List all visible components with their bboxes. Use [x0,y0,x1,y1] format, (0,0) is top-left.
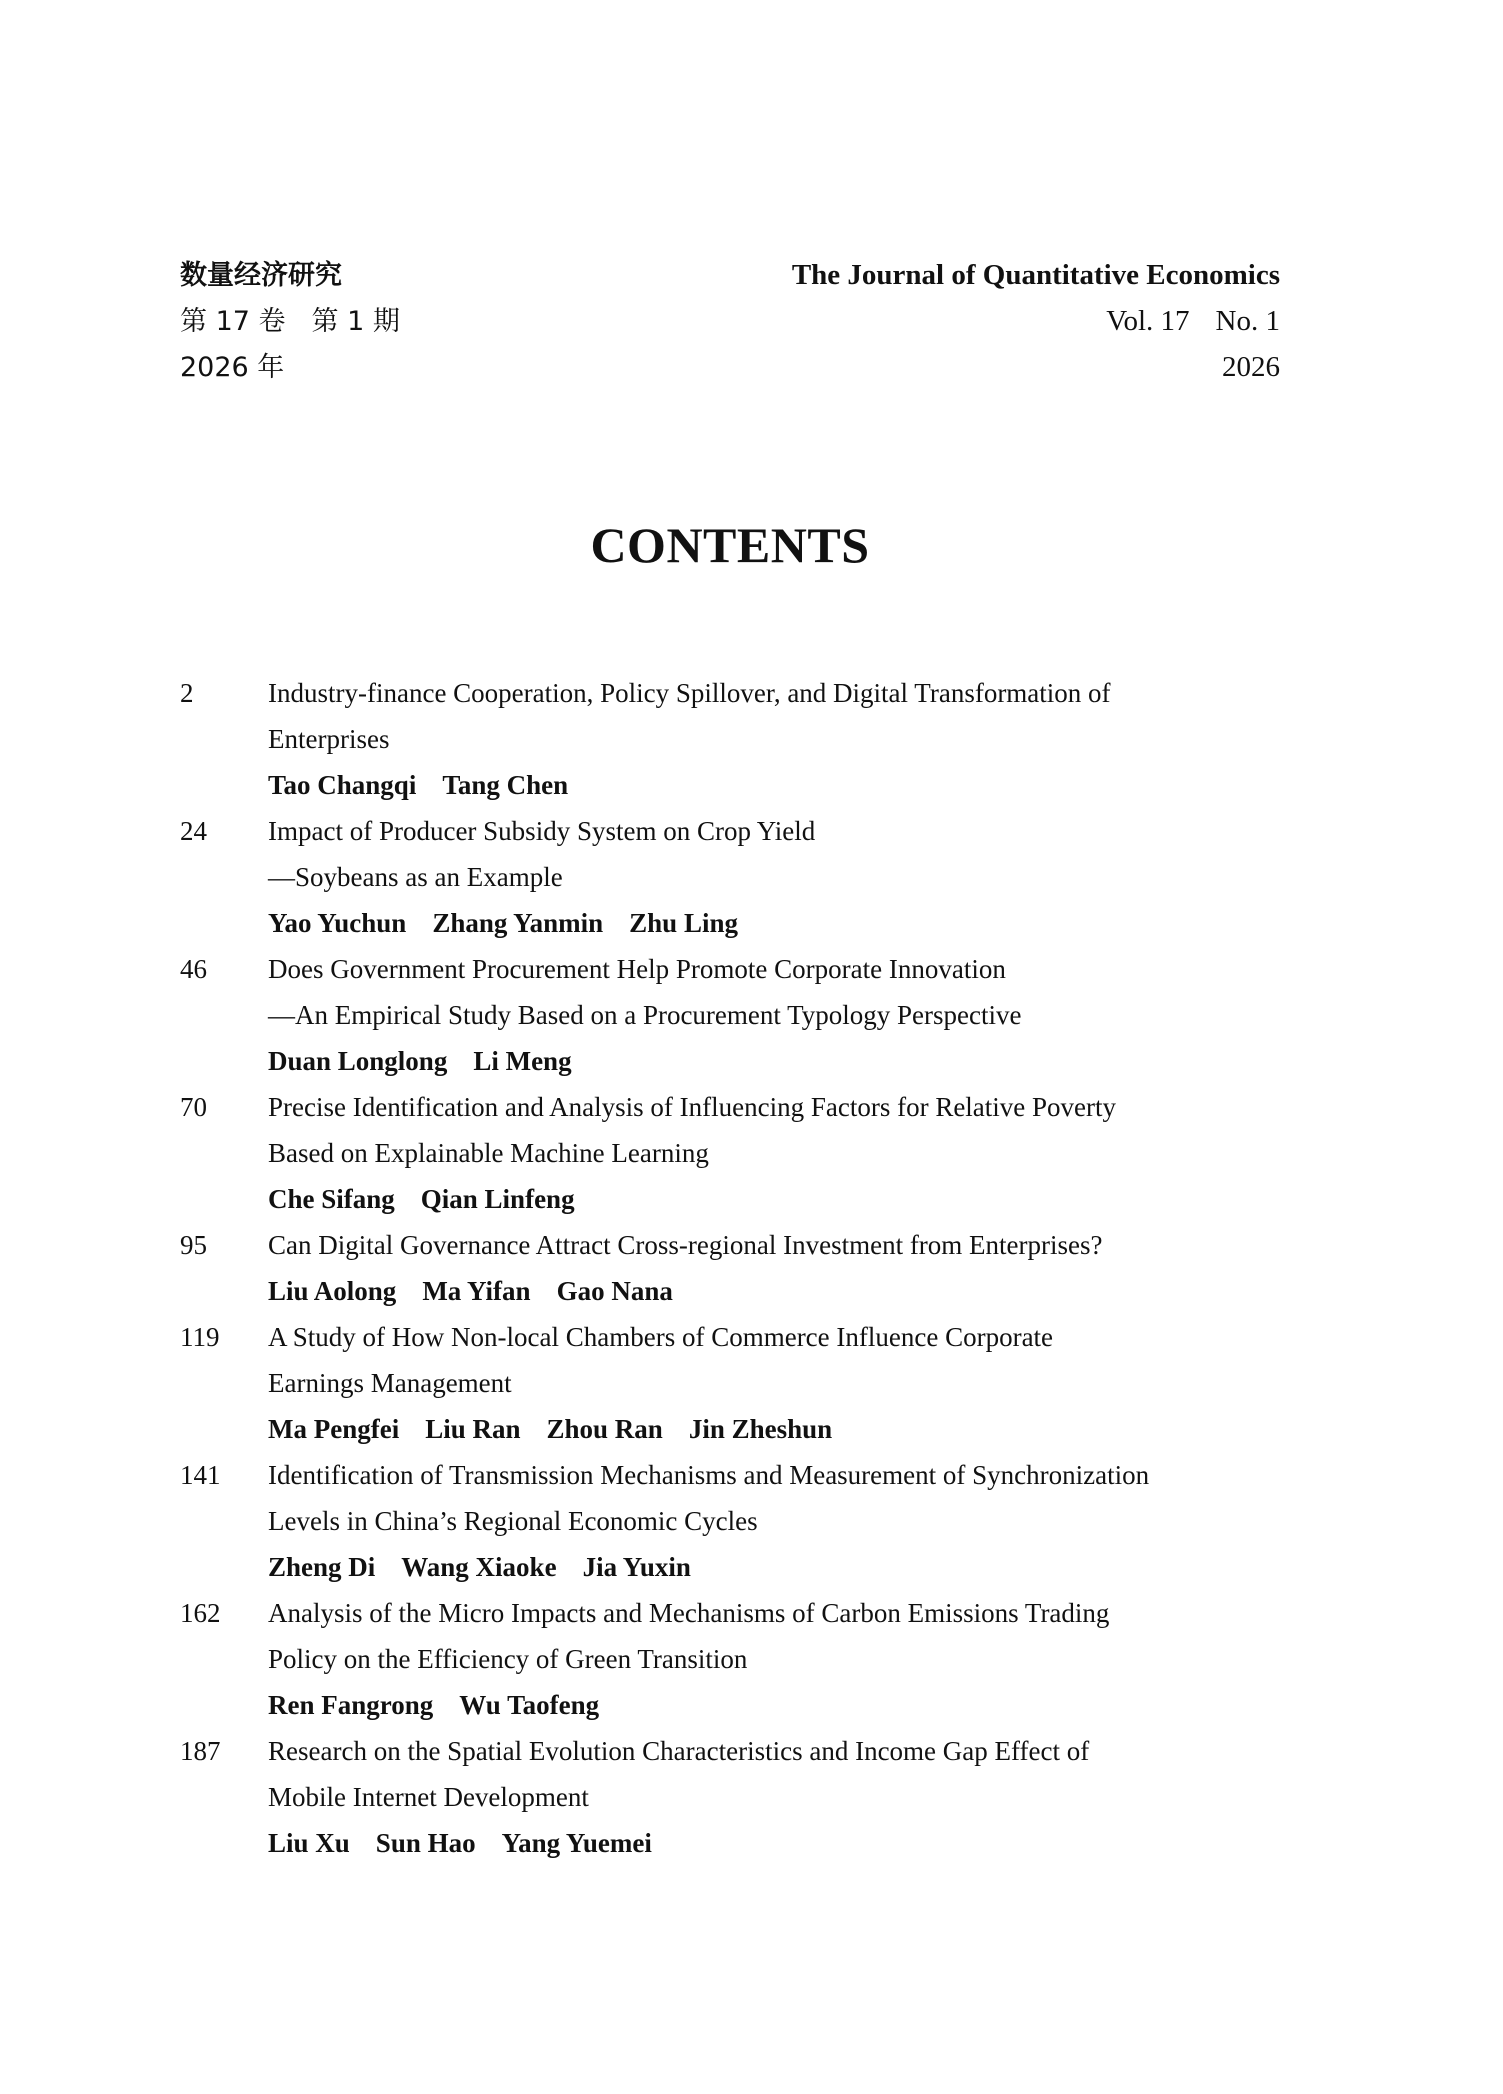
year-cn: 2026 年 [180,352,285,383]
toc-page-number: 141 [180,1460,221,1490]
toc-page-number: 2 [180,678,194,708]
toc-page-number: 187 [180,1736,221,1766]
toc-entry [180,1590,1280,1728]
author-name: Gao Nana [556,1276,673,1306]
author-name: Sun Hao [375,1828,476,1858]
article-title-line: —An Empirical Study Based on a Procurement Typology Perspective [268,1000,1022,1030]
author-name: Yao Yuchun [268,908,407,938]
article-authors [268,1268,1280,1314]
toc-entry [180,1084,1280,1222]
author-name: Zhang Yanmin [432,908,604,938]
toc-entry-body [268,1314,1280,1452]
toc-entry [180,808,1280,946]
toc-entry-body [268,1222,1280,1314]
author-name: Che Sifang [268,1184,395,1214]
article-title-line: Analysis of the Micro Impacts and Mechanisms of Carbon Emissions Trading [268,1598,1110,1628]
article-title-line: Industry-finance Cooperation, Policy Spillover, and Digital Transformation of [268,678,1111,708]
article-authors [268,1544,1280,1590]
author-name: Ma Pengfei [268,1414,400,1444]
author-name: Jia Yuxin [582,1552,691,1582]
article-title-line: A Study of How Non-local Chambers of Commerce Influence Corporate [268,1322,1054,1352]
page-title: CONTENTS [590,517,870,573]
article-title-line: Based on Explainable Machine Learning [268,1138,709,1168]
article-title-line: Policy on the Efficiency of Green Transition [268,1644,748,1674]
article-title-line: Impact of Producer Subsidy System on Crop Yield [268,816,816,846]
author-name: Liu Aolong [268,1276,397,1306]
issue-cn-number: 第 1 期 [311,306,400,337]
toc-entry [180,1222,1280,1314]
author-name: Zhu Ling [629,908,738,938]
author-name: Duan Longlong [268,1046,448,1076]
article-title-line: Enterprises [268,724,390,754]
toc-page-number: 95 [180,1230,207,1260]
article-authors [268,900,1280,946]
author-name: Zhou Ran [546,1414,663,1444]
article-title-line: Does Government Procurement Help Promote Corporate Innovation [268,954,1006,984]
author-name: Zheng Di [268,1552,376,1582]
author-name: Qian Linfeng [420,1184,575,1214]
article-authors [268,1820,1280,1866]
journal-header [180,252,1280,390]
toc-entry [180,1728,1280,1866]
author-name: Yang Yuemei [501,1828,652,1858]
article-title-line: Mobile Internet Development [268,1782,589,1812]
issue-en-volume: Vol. 17 [1106,305,1190,337]
article-title-line: Earnings Management [268,1368,512,1398]
author-name: Li Meng [473,1046,572,1076]
author-name: Ren Fangrong [268,1690,434,1720]
year-en: 2026 [1222,351,1280,383]
header-row-year [180,344,1280,390]
toc-page-number: 46 [180,954,207,984]
issue-cn-volume: 第 17 卷 [180,306,286,337]
issue-en-number: No. 1 [1215,305,1280,337]
toc-page-number: 119 [180,1322,220,1352]
article-title-line: Levels in China’s Regional Economic Cycles [268,1506,758,1536]
toc-entry-body [268,1590,1280,1728]
article-authors [268,1682,1280,1728]
article-authors [268,1038,1280,1084]
toc-entry-body [268,946,1280,1084]
article-authors [268,762,1280,808]
toc-entry [180,1452,1280,1590]
header-row-issue [180,298,1280,344]
author-name: Wang Xiaoke [401,1552,557,1582]
article-title-line: Identification of Transmission Mechanisms and Measurement of Synchronization [268,1460,1150,1490]
toc-page-number: 24 [180,816,207,846]
issue-en [1106,298,1280,344]
toc-entry [180,1314,1280,1452]
author-name: Liu Ran [425,1414,521,1444]
journal-name-cn: 数量经济研究 [180,260,342,291]
author-name: Liu Xu [268,1828,350,1858]
author-name: Wu Taofeng [459,1690,600,1720]
header-row-journal [180,252,1280,298]
article-authors [268,1176,1280,1222]
toc-page-number: 70 [180,1092,207,1122]
author-name: Tao Changqi [268,770,417,800]
toc-entry-body [268,1452,1280,1590]
author-name: Tang Chen [442,770,569,800]
table-of-contents [180,670,1280,1866]
toc-page-number: 162 [180,1598,221,1628]
article-title-line: Precise Identification and Analysis of Influencing Factors for Relative Poverty [268,1092,1117,1122]
article-title-line: —Soybeans as an Example [268,862,563,892]
toc-entry [180,670,1280,808]
toc-entry [180,946,1280,1084]
article-title-line: Can Digital Governance Attract Cross-regional Investment from Enterprises? [268,1230,1103,1260]
toc-entry-body [268,1728,1280,1866]
toc-entry-body [268,1084,1280,1222]
author-name: Ma Yifan [422,1276,531,1306]
article-title-line: Research on the Spatial Evolution Characteristics and Income Gap Effect of [268,1736,1090,1766]
article-authors [268,1406,1280,1452]
toc-entry-body [268,670,1280,808]
toc-entry-body [268,808,1280,946]
journal-name-en: The Journal of Quantitative Economics [791,259,1280,291]
issue-cn [180,299,400,345]
author-name: Jin Zheshun [688,1414,833,1444]
